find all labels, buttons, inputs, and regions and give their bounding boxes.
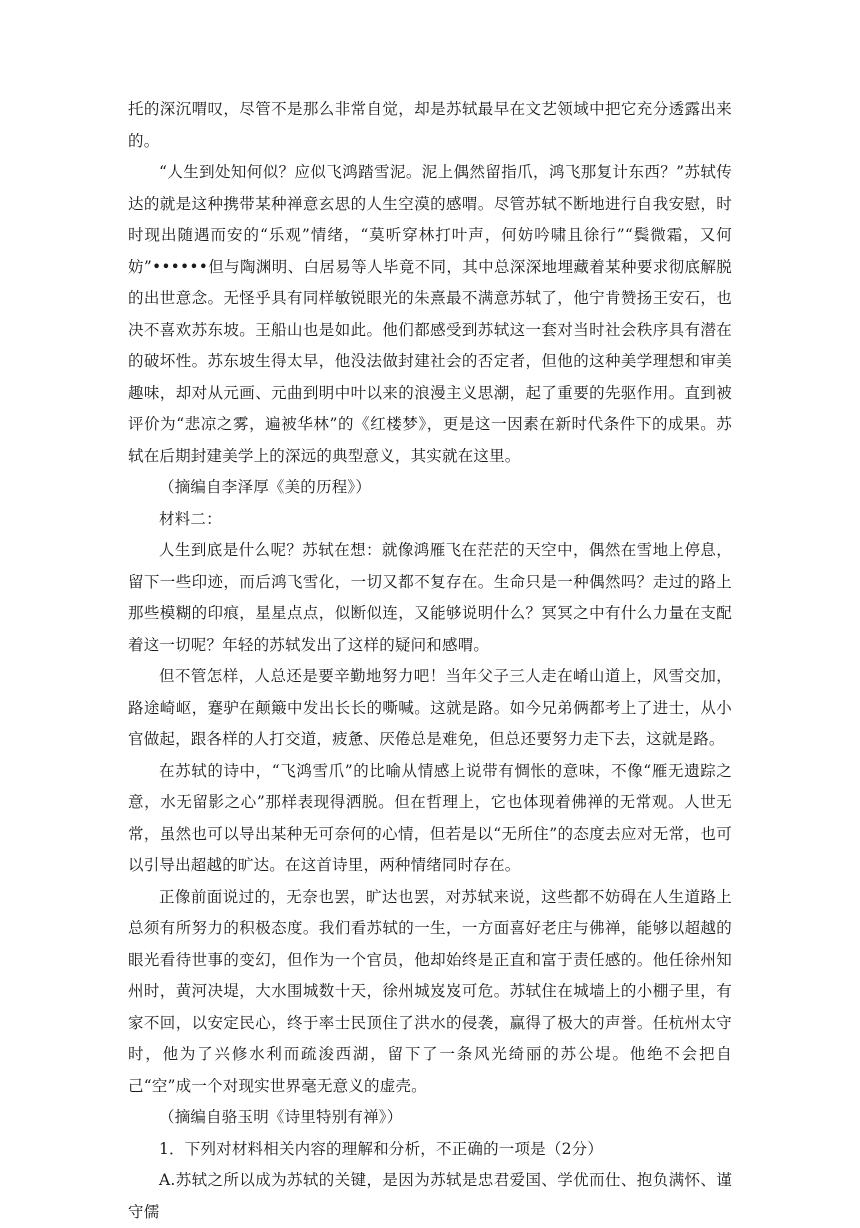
question-one: 1．下列对材料相关内容的理解和分析，不正确的一项是（2分）	[159, 1139, 604, 1158]
paragraph-life-meaning: 人生到底是什么呢？苏轼在想：就像鸿雁飞在茫茫的天空中，偶然在雪地上停息，留下一些印迹，而后鸿飞雪化，一切又都不复存在。生命只是一种偶然吗？走过的路上那些模糊的印痕，星星点点，似断似连，又能够说明什么？冥冥之中有什么力量在支配着这一切呢？年轻的苏轼发出了这样的疑问和感喟。	[128, 541, 732, 654]
paragraph-continuation: 托的深沉喟叹，尽管不是那么非常自觉，却是苏轼最早在文艺领域中把它充分透露出来的。	[128, 100, 732, 150]
source-citation-luo-yuming: （摘编自骆玉明《诗里特别有禅》）	[159, 1108, 403, 1126]
material-two-heading: 材料二：	[159, 509, 222, 528]
paragraph-metaphor: 在苏轼的诗中，“飞鸿雪爪”的比喻从情感上说带有惆怅的意味，不像“雁无遗踪之意，水无留影之心”那样表现得洒脱。但在哲理上，它也体现着佛禅的无常观。人世无常，虽然也可以导出某种无可奈何的心情，但若是以“无所住”的态度去应对无常，也可以引导出超越的旷达。在这首诗里，两种情绪同时存在。	[128, 761, 732, 874]
paragraph-positive-attitude: 正像前面说过的，无奈也罢，旷达也罢，对苏轼来说，这些都不妨碍在人生道路上总须有所努力的积极态度。我们看苏轼的一生，一方面喜好老庄与佛禅，能够以超越的眼光看待世事的变幻，但作为一个官员，他却始终是正直和富于责任感的。他任徐州知州时，黄河决堤，大水围城数十天，徐州城岌岌可危。苏轼住在城墙上的小棚子里，有家不回，以安定民心，终于率士民顶住了洪水的侵袭，赢得了极大的声誉。任杭州太守时，他为了兴修水利而疏浚西湖，留下了一条风光绮丽的苏公堤。他绝不会把自己“空”成一个对现实世界毫无意义的虚壳。	[128, 887, 732, 1095]
paragraph-effort: 但不管怎样，人总还是要辛勤地努力吧！当年父子三人走在崤山道上，风雪交加，路途崎岖，蹇驴在颠簸中发出长长的嘶喊。这就是路。如今兄弟俩都考上了进士，从小官做起，跟各样的人打交道，疲惫、厌倦总是难免，但总还要努力走下去，这就是路。	[128, 667, 732, 748]
source-citation-li-zehou: （摘编自李泽厚《美的历程》）	[159, 478, 372, 496]
option-a: A.苏轼之所以成为苏轼的关键，是因为苏轼是忠君爱国、学优而仕、抱负满怀、谨守儒	[128, 1171, 732, 1221]
paragraph-poem-analysis: “人生到处知何似？应似飞鸿踏雪泥。泥上偶然留指爪，鸿飞那复计东西？”苏轼传达的就是这种携带某种禅意玄思的人生空漠的感喟。尽管苏轼不断地进行自我安慰，时时现出随遇而安的“乐观”情绪，“莫听穿林打叶声，何妨吟啸且徐行”“鬓微霜，又何妨”••••••但与陶渊明、白居易等人毕竟不同，其中总深深地埋藏着某种要求彻底解脱的出世意念。无怪乎具有同样敏锐眼光的朱熹最不满意苏轼了，他宁肯赞扬王安石，也决不喜欢苏东坡。王船山也是如此。他们都感受到苏轼这一套对当时社会秩序具有潜在的破坏性。苏东坡生得太早，他没法做封建社会的否定者，但他的这种美学理想和审美趣味，却对从元画、元曲到明中叶以来的浪漫主义思潮，起了重要的先驱作用。直到被评价为“悲凉之雾，遍被华林”的《红楼梦》，更是这一因素在新时代条件下的成果。苏轼在后期封建美学上的深远的典型意义，其实就在这里。	[128, 163, 732, 465]
